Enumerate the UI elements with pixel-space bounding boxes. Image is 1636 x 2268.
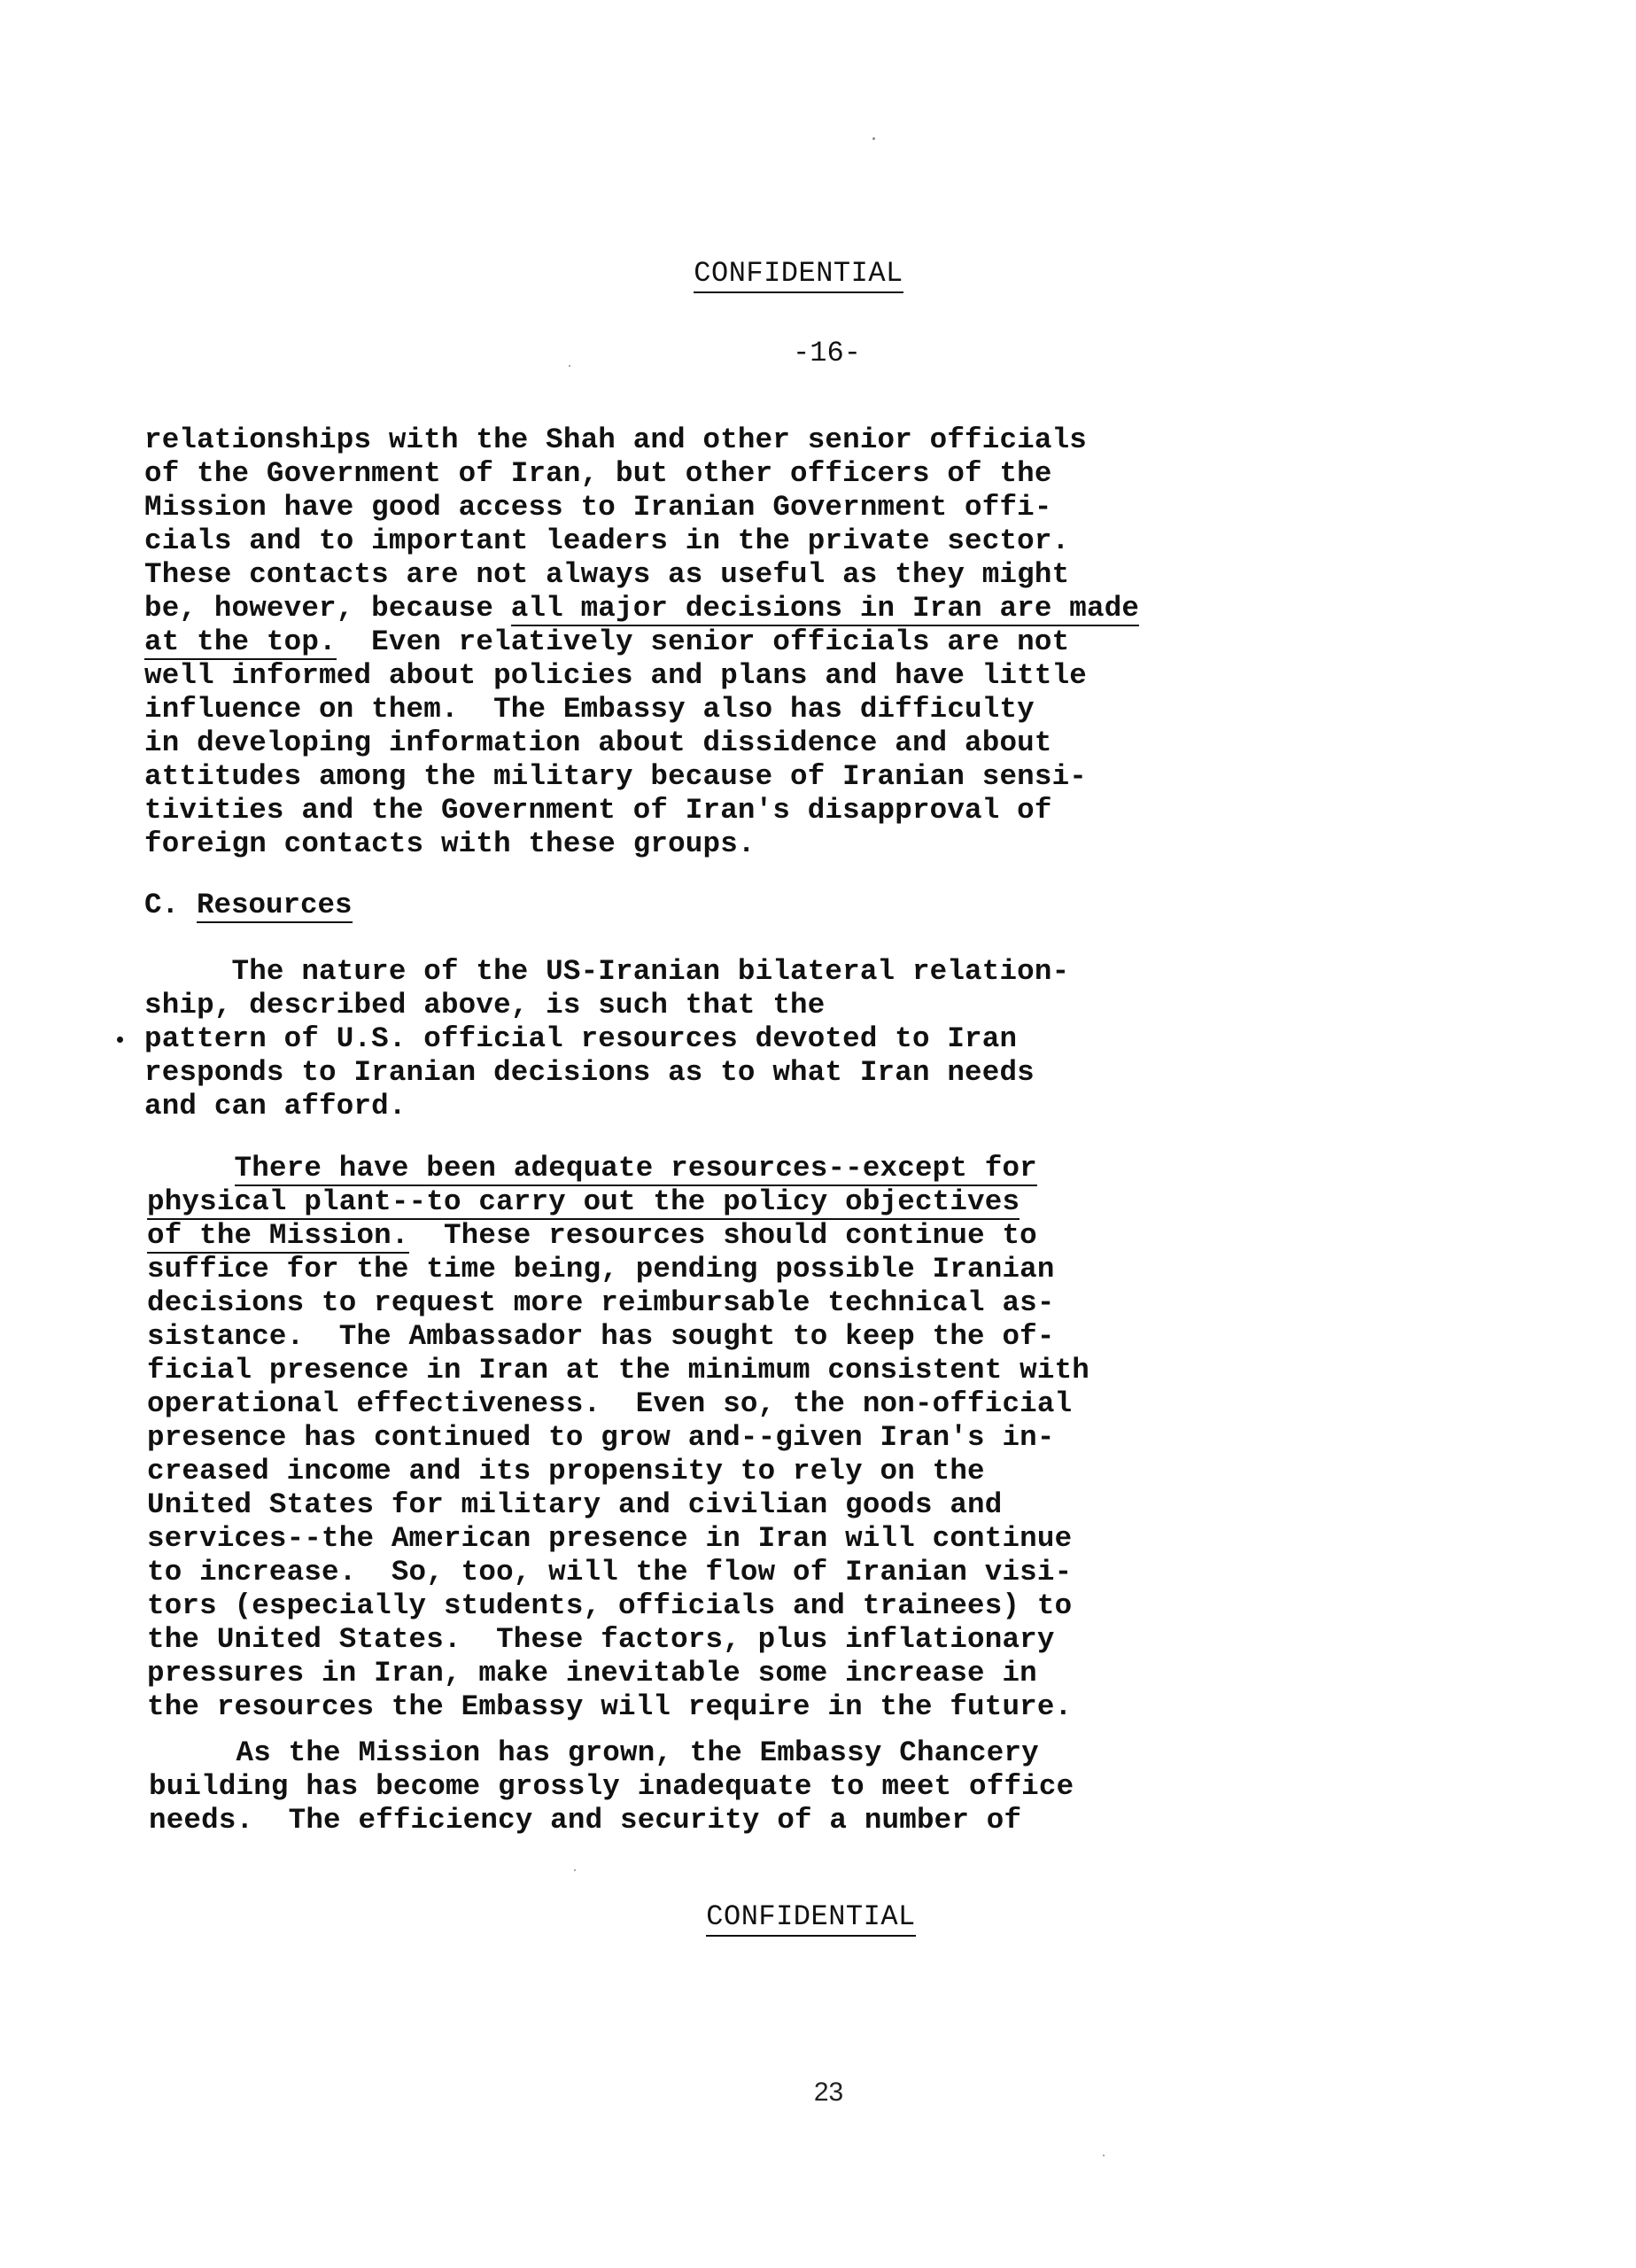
text-line: building has become grossly inadequate to meet office bbox=[149, 1770, 1074, 1803]
text-line: ship, described above, is such that the bbox=[144, 989, 826, 1021]
section-heading bbox=[144, 889, 353, 921]
scan-speck bbox=[569, 365, 570, 367]
text-line: decisions to request more reimbursable technical as- bbox=[147, 1286, 1055, 1319]
paragraph-chancery bbox=[149, 1736, 1074, 1837]
text-line: cials and to important leaders in the private sector. bbox=[144, 524, 1070, 557]
underlined-text: at the top. bbox=[144, 625, 337, 658]
classification-footer bbox=[0, 1900, 1629, 1933]
text-line: in developing information about dissidence and about bbox=[144, 726, 1052, 759]
text-line: suffice for the time being, pending possible Iranian bbox=[147, 1253, 1055, 1285]
text-line: and can afford. bbox=[144, 1090, 407, 1122]
classification-header-text: CONFIDENTIAL bbox=[694, 257, 903, 293]
scan-speck bbox=[1103, 2155, 1105, 2156]
text-line: foreign contacts with these groups. bbox=[144, 827, 756, 860]
text-line: sistance. The Ambassador has sought to keep the of- bbox=[147, 1320, 1055, 1353]
underlined-text: physical plant--to carry out the policy objectives bbox=[147, 1185, 1020, 1218]
paragraph-resources bbox=[147, 1152, 1089, 1724]
text-line: operational effectiveness. Even so, the non-official bbox=[147, 1387, 1073, 1420]
text-line: tors (especially students, officials and trainees) to bbox=[147, 1589, 1073, 1622]
scan-speck bbox=[574, 1869, 576, 1871]
text-line: be, however, because bbox=[144, 592, 511, 625]
text-line: responds to Iranian decisions as to what Iran needs bbox=[144, 1056, 1035, 1089]
text-line: Even relatively senior officials are not bbox=[336, 625, 1070, 658]
text-line: influence on them. The Embassy also has difficulty bbox=[144, 693, 1035, 726]
text-line: These resources should continue to bbox=[408, 1219, 1037, 1252]
text-line: creased income and its propensity to rely on the bbox=[147, 1455, 985, 1487]
paragraph-relationships bbox=[144, 423, 1139, 861]
text-line: These contacts are not always as useful as they might bbox=[144, 558, 1070, 591]
text-line: presence has continued to grow and--given Iran's in- bbox=[147, 1421, 1055, 1454]
underlined-text: of the Mission. bbox=[147, 1219, 409, 1252]
text-line: pressures in Iran, make inevitable some increase in bbox=[147, 1657, 1037, 1689]
text-line: relationships with the Shah and other senior officials bbox=[144, 423, 1087, 456]
text-line: needs. The efficiency and security of a number of bbox=[149, 1804, 1022, 1837]
page-number: -16- bbox=[793, 337, 861, 369]
text-line: to increase. So, too, will the flow of Iranian visi- bbox=[147, 1556, 1073, 1588]
classification-footer-text: CONFIDENTIAL bbox=[706, 1900, 915, 1937]
text-line: The nature of the US-Iranian bilateral relation- bbox=[144, 955, 1070, 988]
text-line: services--the American presence in Iran will continue bbox=[147, 1522, 1073, 1555]
archive-page-number: 23 bbox=[813, 2078, 844, 2107]
classification-header bbox=[0, 257, 1617, 290]
margin-bullet-mark bbox=[117, 1037, 123, 1043]
text-line: well informed about policies and plans and have little bbox=[144, 659, 1087, 692]
paragraph-nature bbox=[144, 955, 1069, 1123]
text-line: attitudes among the military because of Iranian sensi- bbox=[144, 760, 1087, 793]
text-line: ficial presence in Iran at the minimum consistent with bbox=[147, 1354, 1089, 1386]
text-line: pattern of U.S. official resources devoted to Iran bbox=[144, 1022, 1018, 1055]
underlined-text: all major decisions in Iran are made bbox=[510, 592, 1140, 625]
text-line: tivities and the Government of Iran's disapproval of bbox=[144, 794, 1052, 827]
text-line: the United States. These factors, plus inflationary bbox=[147, 1623, 1055, 1656]
scan-speck bbox=[872, 137, 875, 140]
text-line: As the Mission has grown, the Embassy Chancery bbox=[149, 1736, 1039, 1769]
underlined-text: There have been adequate resources--except for bbox=[234, 1152, 1037, 1184]
section-title: Resources bbox=[197, 889, 353, 921]
text-line: the resources the Embassy will require in the future. bbox=[147, 1690, 1073, 1723]
text-line: Mission have good access to Iranian Government offi- bbox=[144, 491, 1052, 524]
section-label: C. bbox=[144, 889, 180, 921]
text-line: United States for military and civilian goods and bbox=[147, 1488, 1003, 1521]
text-line: of the Government of Iran, but other officers of the bbox=[144, 457, 1052, 490]
